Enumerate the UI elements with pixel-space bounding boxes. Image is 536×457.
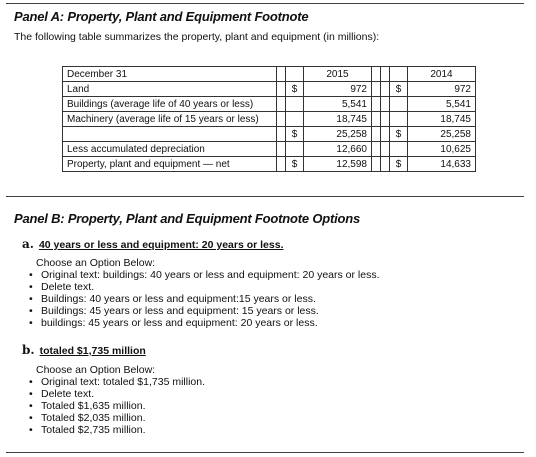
value-2015: 18,745 <box>304 112 372 127</box>
value-2015: 12,598 <box>304 157 372 172</box>
table-row <box>63 82 476 97</box>
header-year-2015: 2015 <box>304 67 372 82</box>
option-a-list <box>28 269 380 329</box>
value-2014: 18,745 <box>408 112 476 127</box>
dollar-sign: $ <box>286 82 304 97</box>
value-2014: 14,633 <box>408 157 476 172</box>
value-2014: 25,258 <box>408 127 476 142</box>
dollar-sign: $ <box>390 82 408 97</box>
header-year-2014: 2014 <box>408 67 476 82</box>
option-a-letter: a. <box>22 237 34 251</box>
option-a-text: 40 years or less and equipment: 20 years or less. <box>38 239 284 251</box>
option-b-list <box>28 376 205 436</box>
row-label <box>63 127 277 142</box>
value-2014: 972 <box>408 82 476 97</box>
value-2014: 5,541 <box>408 97 476 112</box>
dollar-sign: $ <box>286 127 304 142</box>
dollar-sign: $ <box>390 157 408 172</box>
table-row <box>63 97 476 112</box>
dollar-sign <box>286 97 304 112</box>
dollar-sign <box>286 142 304 157</box>
table-row <box>63 157 476 172</box>
middle-rule <box>6 196 524 197</box>
option-b-choice[interactable]: • Totaled $1,635 million. <box>28 400 205 412</box>
row-label: Less accumulated depreciation <box>63 142 277 157</box>
value-2015: 972 <box>304 82 372 97</box>
option-a-heading <box>22 237 284 251</box>
option-a-choose-label: Choose an Option Below: <box>36 257 156 269</box>
option-b-choose-label: Choose an Option Below: <box>36 364 156 376</box>
ppe-footnote-table <box>62 66 476 172</box>
table-row <box>63 127 476 142</box>
table-header-row <box>63 67 476 82</box>
header-label: December 31 <box>63 67 277 82</box>
option-b-choice[interactable]: • Delete text. <box>28 388 205 400</box>
option-a-choice[interactable]: • buildings: 45 years or less and equipment: 20 years or less. <box>28 317 380 329</box>
dollar-sign <box>390 97 408 112</box>
option-a-choice[interactable]: • Buildings: 45 years or less and equipment: 15 years or less. <box>28 305 380 317</box>
dollar-sign <box>286 112 304 127</box>
row-label: Machinery (average life of 15 years or less) <box>63 112 277 127</box>
option-a-choice[interactable]: • Delete text. <box>28 281 380 293</box>
bottom-rule <box>6 452 524 453</box>
value-2014: 10,625 <box>408 142 476 157</box>
row-label: Buildings (average life of 40 years or less) <box>63 97 277 112</box>
table-row <box>63 112 476 127</box>
top-rule <box>6 3 524 4</box>
value-2015: 5,541 <box>304 97 372 112</box>
option-b-letter: b. <box>22 343 35 357</box>
option-b-heading <box>22 343 146 357</box>
option-a-choice[interactable]: • Buildings: 40 years or less and equipment:15 years or less. <box>28 293 380 305</box>
table-row <box>63 142 476 157</box>
option-b-text: totaled $1,735 million <box>39 345 146 357</box>
panel-a-intro: The following table summarizes the property, plant and equipment (in millions): <box>14 31 380 43</box>
dollar-sign <box>390 112 408 127</box>
option-b-choice[interactable]: • Totaled $2,035 million. <box>28 412 205 424</box>
panel-a-title: Panel A: Property, Plant and Equipment Footnote <box>14 9 309 24</box>
dollar-sign: $ <box>390 127 408 142</box>
option-a-choice[interactable]: • Original text: buildings: 40 years or less and equipment: 20 years or less. <box>28 269 380 281</box>
value-2015: 12,660 <box>304 142 372 157</box>
option-b-choice[interactable]: • Original text: totaled $1,735 million. <box>28 376 205 388</box>
dollar-sign: $ <box>286 157 304 172</box>
row-label: Land <box>63 82 277 97</box>
dollar-sign <box>390 142 408 157</box>
panel-b-title: Panel B: Property, Plant and Equipment Footnote Options <box>14 211 361 226</box>
row-label: Property, plant and equipment — net <box>63 157 277 172</box>
value-2015: 25,258 <box>304 127 372 142</box>
option-b-choice[interactable]: • Totaled $2,735 million. <box>28 424 205 436</box>
